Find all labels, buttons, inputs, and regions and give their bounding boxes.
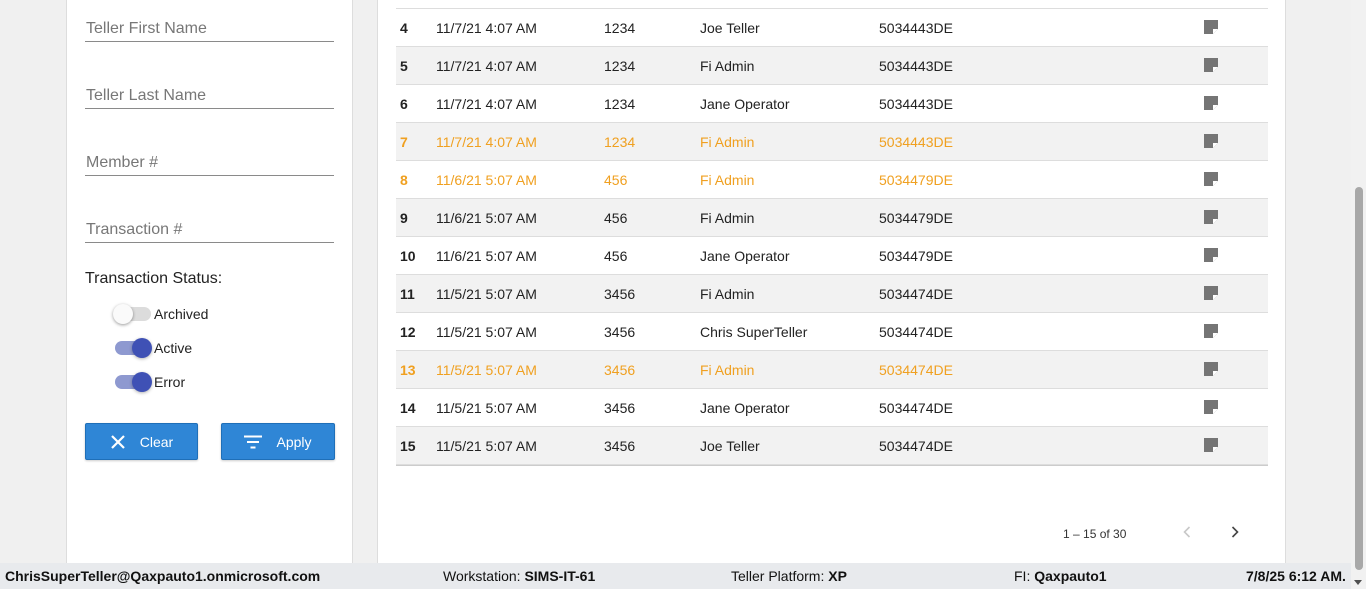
teller-name-cell: Chris SuperTeller <box>700 324 808 340</box>
teller-code-cell: 456 <box>604 172 628 188</box>
note-icon[interactable] <box>1203 171 1219 187</box>
footer-teller-platform: Teller Platform: XP <box>731 568 847 584</box>
teller-code-cell: 1234 <box>604 134 636 150</box>
table-row[interactable] <box>396 47 1268 85</box>
row-number-cell: 6 <box>400 96 408 112</box>
row-number-cell: 13 <box>400 362 416 378</box>
teller-code-cell: 1234 <box>604 20 636 36</box>
footer-datetime: 7/8/25 6:12 AM. <box>1246 568 1346 584</box>
member-number-cell: 5034443DE <box>879 134 953 150</box>
member-number-cell: 5034474DE <box>879 438 953 454</box>
table-row[interactable] <box>396 123 1268 161</box>
teller-code-cell: 3456 <box>604 400 636 416</box>
teller-name-cell: Fi Admin <box>700 134 755 150</box>
member-number-cell: 5034443DE <box>879 20 953 36</box>
table-row[interactable] <box>396 351 1268 389</box>
note-icon[interactable] <box>1203 285 1219 301</box>
teller-last-name-input[interactable] <box>85 87 334 105</box>
teller-first-name-input[interactable] <box>85 20 334 38</box>
date-cell: 11/6/21 5:07 AM <box>436 248 537 264</box>
teller-code-cell: 1234 <box>604 96 636 112</box>
table-row[interactable] <box>396 161 1268 199</box>
chevron-left-icon <box>1183 525 1191 543</box>
teller-code-cell: 3456 <box>604 286 636 302</box>
row-number-cell: 14 <box>400 400 416 416</box>
date-cell: 11/5/21 5:07 AM <box>436 324 537 340</box>
member-number-cell: 5034474DE <box>879 324 953 340</box>
member-number-cell: 5034474DE <box>879 362 953 378</box>
row-number-cell: 15 <box>400 438 416 454</box>
table-row[interactable] <box>396 427 1268 465</box>
note-icon[interactable] <box>1203 19 1219 35</box>
note-icon[interactable] <box>1203 57 1219 73</box>
note-icon[interactable] <box>1203 133 1219 149</box>
transaction-number-field[interactable] <box>85 221 334 243</box>
member-number-cell: 5034479DE <box>879 210 953 226</box>
member-number-cell: 5034474DE <box>879 286 953 302</box>
error-toggle[interactable] <box>115 375 151 389</box>
note-icon[interactable] <box>1203 323 1219 339</box>
error-toggle-row[interactable] <box>115 370 185 394</box>
transaction-status-label: Transaction Status: <box>85 270 223 287</box>
member-number-cell: 5034443DE <box>879 58 953 74</box>
teller-code-cell: 456 <box>604 210 628 226</box>
active-toggle[interactable] <box>115 341 151 355</box>
table-row[interactable] <box>396 9 1268 47</box>
status-bar <box>0 563 1351 589</box>
filter-icon <box>244 435 262 449</box>
scrollbar-thumb[interactable] <box>1355 187 1363 570</box>
date-cell: 11/6/21 5:07 AM <box>436 210 537 226</box>
row-number-cell: 12 <box>400 324 416 340</box>
apply-button-label: Apply <box>276 433 312 450</box>
error-toggle-label: Error <box>154 374 186 390</box>
teller-name-cell: Joe Teller <box>700 20 760 36</box>
date-cell: 11/7/21 4:07 AM <box>436 134 537 150</box>
note-icon[interactable] <box>1203 399 1219 415</box>
row-number-cell: 11 <box>400 286 415 302</box>
row-number-cell: 7 <box>400 134 408 150</box>
date-cell: 11/7/21 4:07 AM <box>436 20 537 36</box>
teller-name-cell: Joe Teller <box>700 438 760 454</box>
teller-name-cell: Fi Admin <box>700 58 755 74</box>
archived-toggle-label: Archived <box>154 306 209 322</box>
active-toggle-row[interactable] <box>115 336 192 360</box>
note-icon[interactable] <box>1203 361 1219 377</box>
teller-code-cell: 3456 <box>604 438 636 454</box>
teller-code-cell: 3456 <box>604 362 636 378</box>
date-cell: 11/7/21 4:07 AM <box>436 96 537 112</box>
clear-button-label: Clear <box>139 433 174 450</box>
note-icon[interactable] <box>1203 95 1219 111</box>
transactions-table <box>396 0 1268 466</box>
next-page-button[interactable] <box>1225 524 1245 544</box>
table-body <box>396 9 1268 465</box>
note-icon[interactable] <box>1203 209 1219 225</box>
table-row[interactable] <box>396 85 1268 123</box>
teller-code-cell: 3456 <box>604 324 636 340</box>
filter-panel <box>66 0 353 563</box>
row-number-cell: 9 <box>400 210 408 226</box>
teller-name-cell: Fi Admin <box>700 210 755 226</box>
teller-name-cell: Jane Operator <box>700 400 790 416</box>
teller-name-cell: Jane Operator <box>700 96 790 112</box>
member-number-cell: 5034474DE <box>879 400 953 416</box>
footer-fi: FI: Qaxpauto1 <box>1014 568 1107 584</box>
footer-workstation: Workstation: SIMS-IT-61 <box>443 568 596 584</box>
row-number-cell: 5 <box>400 58 408 74</box>
teller-first-name-field[interactable] <box>85 20 334 42</box>
table-row[interactable] <box>396 313 1268 351</box>
row-number-cell: 10 <box>400 248 416 264</box>
date-cell: 11/5/21 5:07 AM <box>436 438 537 454</box>
teller-last-name-field[interactable] <box>85 87 334 109</box>
clear-button[interactable] <box>85 423 198 460</box>
page-scrollbar[interactable] <box>1351 0 1366 589</box>
archived-toggle-row[interactable] <box>115 302 208 326</box>
paginator-range-label: 1 – 15 of 30 <box>1063 527 1127 541</box>
member-number-cell: 5034443DE <box>879 96 953 112</box>
member-number-cell: 5034479DE <box>879 248 953 264</box>
member-number-input[interactable] <box>85 154 334 172</box>
note-icon[interactable] <box>1203 437 1219 453</box>
row-number-cell: 8 <box>400 172 408 188</box>
member-number-field[interactable] <box>85 154 334 176</box>
previous-page-button[interactable] <box>1177 524 1197 544</box>
date-cell: 11/5/21 5:07 AM <box>436 286 537 302</box>
note-icon[interactable] <box>1203 247 1219 263</box>
teller-name-cell: Fi Admin <box>700 286 755 302</box>
teller-name-cell: Jane Operator <box>700 248 790 264</box>
table-row[interactable] <box>396 237 1268 275</box>
teller-name-cell: Fi Admin <box>700 362 755 378</box>
archived-toggle[interactable] <box>115 307 151 321</box>
table-row[interactable] <box>396 275 1268 313</box>
transactions-panel <box>377 0 1286 563</box>
close-icon <box>110 434 126 450</box>
date-cell: 11/5/21 5:07 AM <box>436 362 537 378</box>
chevron-right-icon <box>1231 525 1239 543</box>
table-row[interactable] <box>396 389 1268 427</box>
row-number-cell: 4 <box>400 20 408 36</box>
transaction-number-input[interactable] <box>85 221 334 239</box>
teller-code-cell: 456 <box>604 248 628 264</box>
date-cell: 11/6/21 5:07 AM <box>436 172 537 188</box>
table-row[interactable] <box>396 199 1268 237</box>
date-cell: 11/5/21 5:07 AM <box>436 400 537 416</box>
scroll-down-arrow-icon[interactable] <box>1354 580 1362 585</box>
teller-name-cell: Fi Admin <box>700 172 755 188</box>
apply-button[interactable] <box>221 423 335 460</box>
date-cell: 11/7/21 4:07 AM <box>436 58 537 74</box>
footer-user: ChrisSuperTeller@Qaxpauto1.onmicrosoft.com <box>5 568 321 584</box>
active-toggle-label: Active <box>154 340 193 356</box>
teller-code-cell: 1234 <box>604 58 636 74</box>
member-number-cell: 5034479DE <box>879 172 953 188</box>
